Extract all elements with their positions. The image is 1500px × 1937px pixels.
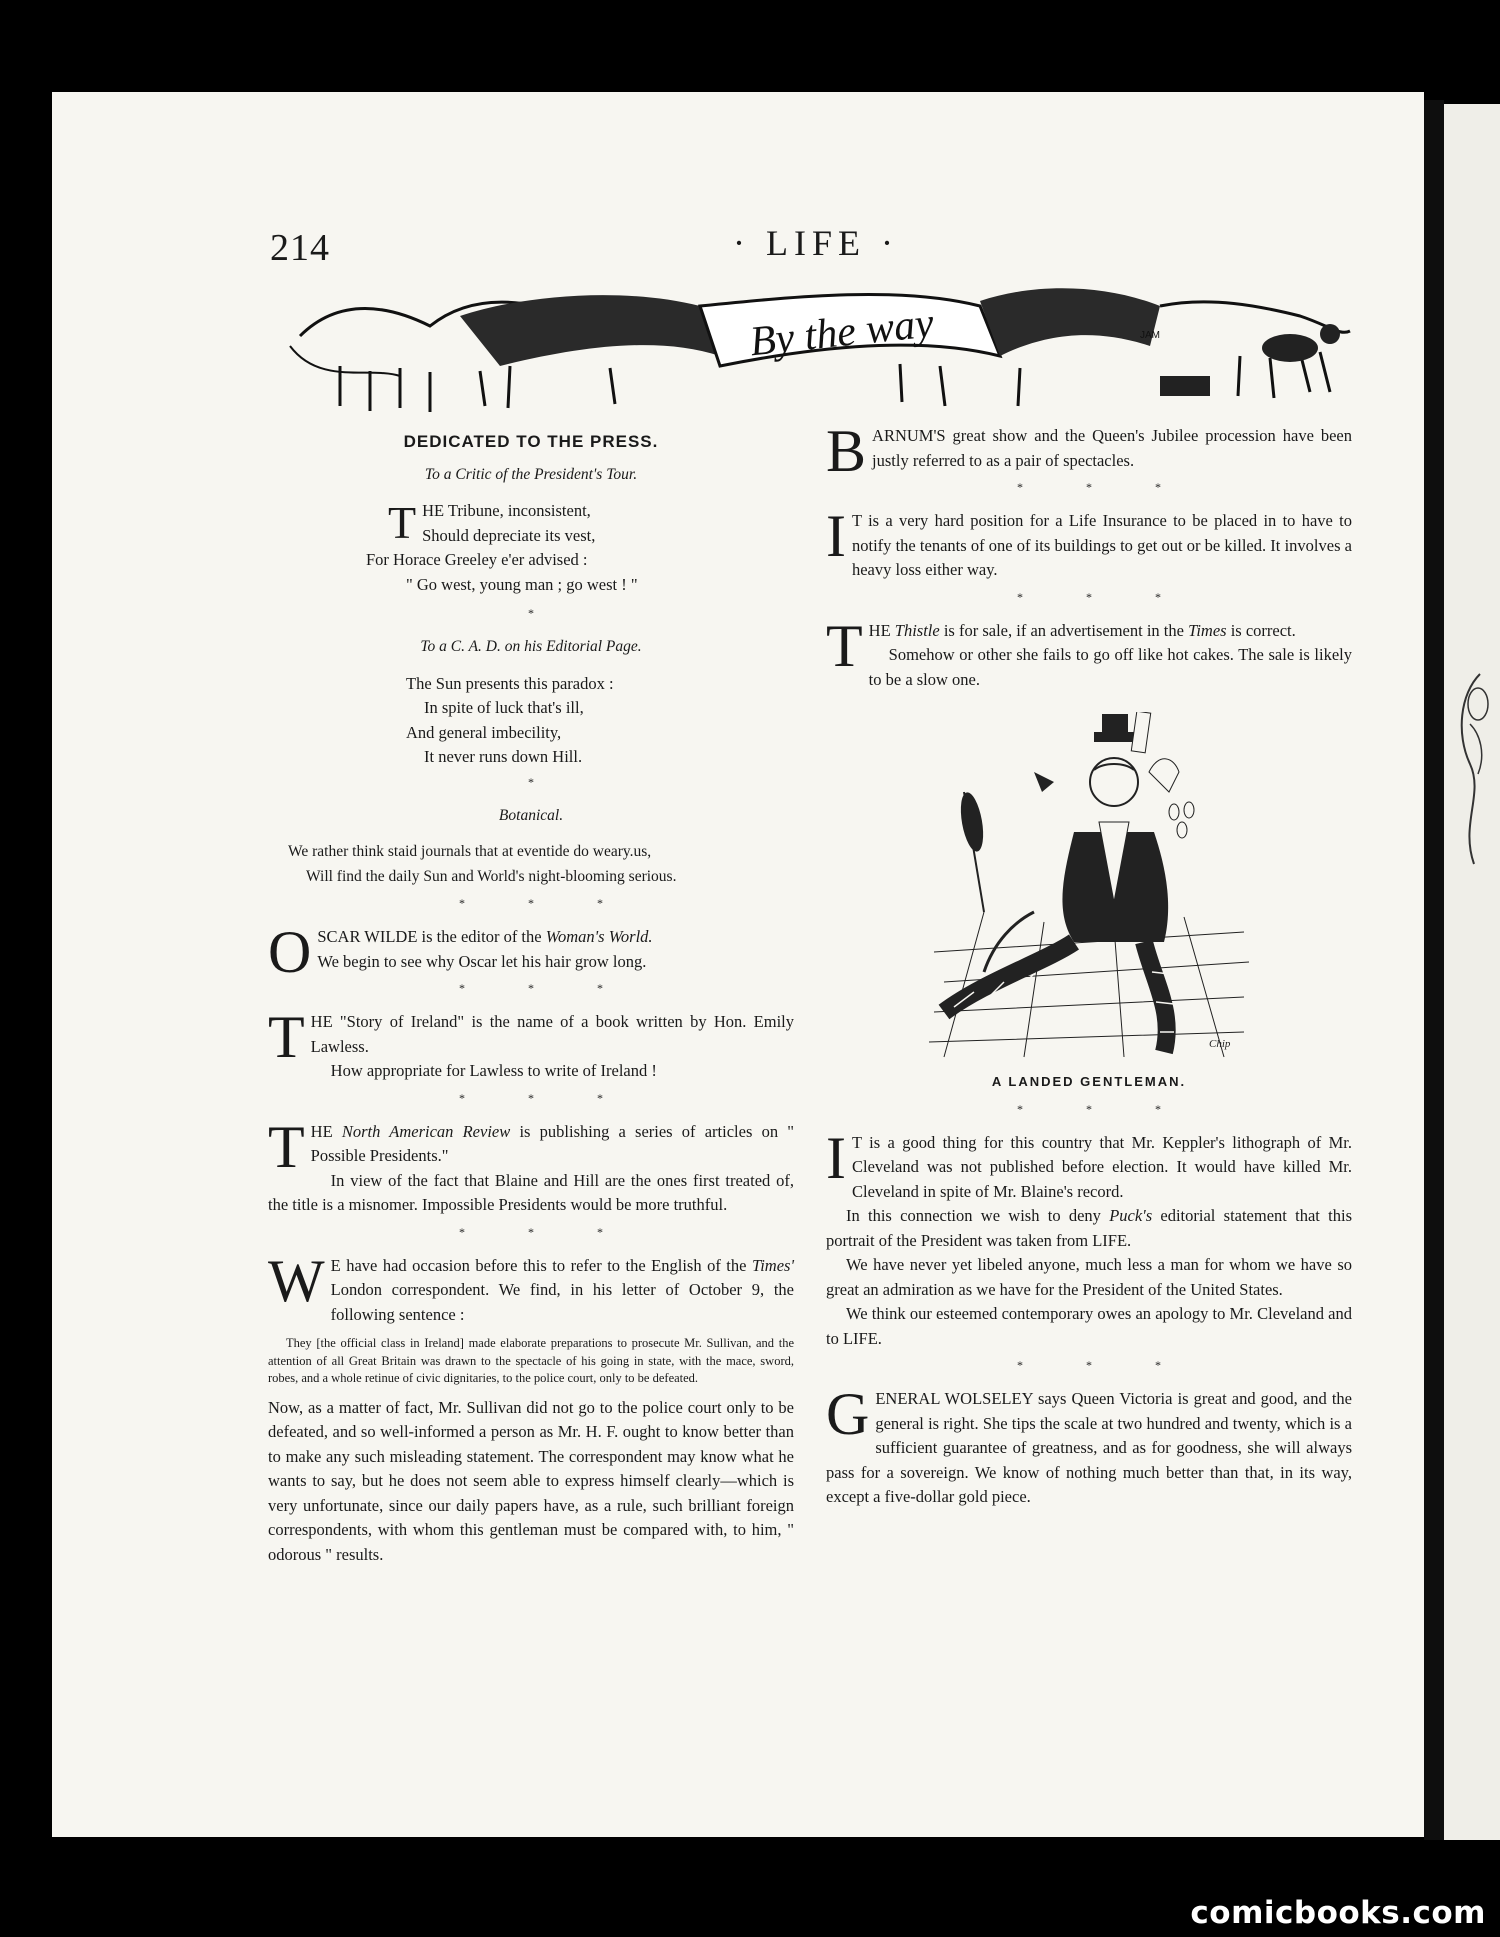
drop-cap: O <box>268 919 312 985</box>
drop-cap: W <box>268 1247 325 1314</box>
separator: * * * <box>459 1090 633 1105</box>
item-text: London correspondent. We find, in his letter of October 9, the following sentence : <box>330 1280 794 1324</box>
drop-cap: T <box>268 1113 305 1180</box>
poem-line: In spite of luck that's ill, <box>424 698 584 717</box>
item-keppler <box>826 1124 1352 1352</box>
poem-line: For Horace Greeley e'er advised : <box>366 550 588 569</box>
separator: * <box>528 606 534 620</box>
item-text: We begin to see why Oscar let his hair grow long. <box>317 951 647 971</box>
item-italic: North American Review <box>341 1121 511 1141</box>
separator: * <box>528 774 534 789</box>
poem-line: HE Tribune, inconsistent, <box>422 501 591 520</box>
quoted-sentence <box>268 1335 794 1388</box>
separator: * * * <box>459 1224 633 1239</box>
item-text: is for sale, if an advertisement in the <box>939 620 1189 640</box>
item-text: Somehow or other she fails to go off like hot cakes. The sale is likely to be a slow one. <box>868 645 1352 689</box>
item-text: SCAR WILDE is the editor of the <box>317 927 546 946</box>
drop-cap: T <box>268 1004 305 1070</box>
separator: * * * <box>459 896 633 910</box>
item-text: is correct. <box>1226 620 1296 640</box>
item-text: editorial statement that this portrait of the President was taken from LIFE. <box>826 1206 1352 1250</box>
separator: * * * <box>1017 1101 1191 1116</box>
section-heading: DEDICATED TO THE PRESS. <box>403 432 659 451</box>
item-italic: Thistle <box>894 620 940 640</box>
item-italic: Woman's World. <box>545 927 653 946</box>
drop-cap: I <box>826 503 846 569</box>
poem-subheading: To a Critic of the President's Tour. <box>424 465 638 483</box>
item-text: E have had occasion before this to refer to the English of the <box>330 1255 752 1275</box>
item-italic: Puck's <box>1109 1206 1153 1225</box>
item-text: In view of the fact that Blaine and Hill are the ones first treated of, the title is a misnomer. Impossible Presidents would be more truthful. <box>268 1170 794 1214</box>
poem-line: Should depreciate its vest, <box>422 525 596 545</box>
drop-cap: T <box>388 497 417 548</box>
item-text: HE <box>310 1121 342 1141</box>
poem-critic <box>366 497 794 597</box>
item-text: HE <box>868 620 895 640</box>
poem-line: We rather think staid journals that at eventide do weary.us, <box>288 843 652 860</box>
site-watermark: comicbooks.com <box>1190 1895 1486 1931</box>
drop-cap: I <box>826 1124 846 1191</box>
item-text: We have never yet libeled anyone, much less a man for whom we have so great an admiration as we have for the President of the United States. <box>826 1255 1352 1299</box>
right-column <box>826 418 1352 1510</box>
item-text: is publishing a series of articles on " Possible Presidents." <box>310 1121 794 1165</box>
item-thistle <box>826 612 1352 693</box>
item-life-insurance <box>826 503 1352 583</box>
item-north-american-review <box>268 1113 794 1218</box>
item-text: T is a very hard position for a Life Insurance to be placed in to have to notify the tenants of one of its buildings to get out or be killed. It involves a heavy loss either way. <box>851 511 1352 579</box>
poem-line: It never runs down Hill. <box>424 747 583 766</box>
drop-cap: G <box>826 1381 870 1447</box>
item-barnum <box>826 418 1352 484</box>
drop-cap: T <box>826 612 863 679</box>
poem-subheading: To a C. A. D. on his Editorial Page. <box>420 638 642 655</box>
page-number: 214 <box>270 227 330 269</box>
quote-text: They [the official class in Ireland] made elaborate preparations to prosecute Mr. Sullivan, and the attention of all Great Britain was drawn to the spectacle of his going in state, with the mace, sword, robes, and a whole retinue of civic dignitaries, to the police court, only to be defeated. <box>268 1336 794 1385</box>
item-italic: Times <box>1188 620 1227 640</box>
item-wolseley <box>826 1381 1352 1510</box>
item-text: ENERAL WOLSELEY says Queen Victoria is great and good, and the general is right. She tips the scale at two hundred and twenty, which is a sufficient guarantee of greatness, and as for goodness, she will always pass for a sovereign. We know of nothing much better than that, in its way, except a five-dollar gold piece. <box>826 1389 1352 1506</box>
left-column <box>268 424 794 1567</box>
banner-signature: JAM <box>1140 330 1160 341</box>
by-the-way-banner <box>280 276 1360 414</box>
item-times-english <box>268 1247 794 1568</box>
separator: * * * <box>1017 1358 1191 1372</box>
poem-line: Will find the daily Sun and World's night-blooming serious. <box>306 867 677 885</box>
adjacent-page-edge <box>1444 104 1500 1840</box>
item-text: T is a good thing for this country that Mr. Keppler's lithograph of Mr. Cleveland was not published before election. It would have killed Mr. Cleveland in spite of Mr. Blaine's record. <box>851 1132 1352 1201</box>
adjacent-page-sketch <box>1450 664 1496 884</box>
poem-line: And general imbecility, <box>406 722 562 742</box>
separator: * * * <box>459 981 633 995</box>
item-oscar-wilde <box>268 919 794 985</box>
poem-sun <box>406 672 794 770</box>
poem-line: " Go west, young man ; go west ! " <box>406 574 638 594</box>
poem-botanical <box>268 840 794 889</box>
item-text: In this connection we wish to deny <box>846 1206 1110 1225</box>
cartoon-signature: Chip <box>1209 1038 1231 1050</box>
separator: * * * <box>1017 480 1191 494</box>
poem-line: The Sun presents this paradox : <box>406 673 614 693</box>
drop-cap: B <box>826 418 867 484</box>
landed-gentleman-cartoon <box>924 712 1254 1062</box>
banner-text: By the way <box>747 300 936 366</box>
page-gutter <box>1424 100 1444 1840</box>
cartoon-caption: A LANDED GENTLEMAN. <box>991 1074 1187 1089</box>
item-story-of-ireland <box>268 1004 794 1084</box>
item-text: Now, as a matter of fact, Mr. Sullivan did not go to the police court only to be defeated, and so well-informed a person as Mr. H. F. ought to know better than to make any such misleading statement. The correspondent may know what he wants to say, but he does not seem able to express himself clearly—which is very unfortunate, since our daily papers have, as a rule, such brilliant foreign correspondents, with whom this gentleman must be compared with, to him, " odorous " results. <box>268 1397 794 1564</box>
item-text: We think our esteemed contemporary owes an apology to Mr. Cleveland and to LIFE. <box>826 1304 1352 1348</box>
item-text: How appropriate for Lawless to write of Ireland ! <box>330 1061 657 1080</box>
masthead-title: · LIFE · <box>733 223 899 263</box>
item-text: ARNUM'S great show and the Queen's Jubilee procession have been justly referred to as a pair of spectacles. <box>872 426 1352 470</box>
item-italic: Times' <box>751 1255 794 1275</box>
item-text: HE "Story of Ireland" is the name of a book written by Hon. Emily Lawless. <box>310 1012 794 1056</box>
poem-subheading: Botanical. <box>498 806 564 824</box>
separator: * * * <box>1017 589 1191 604</box>
